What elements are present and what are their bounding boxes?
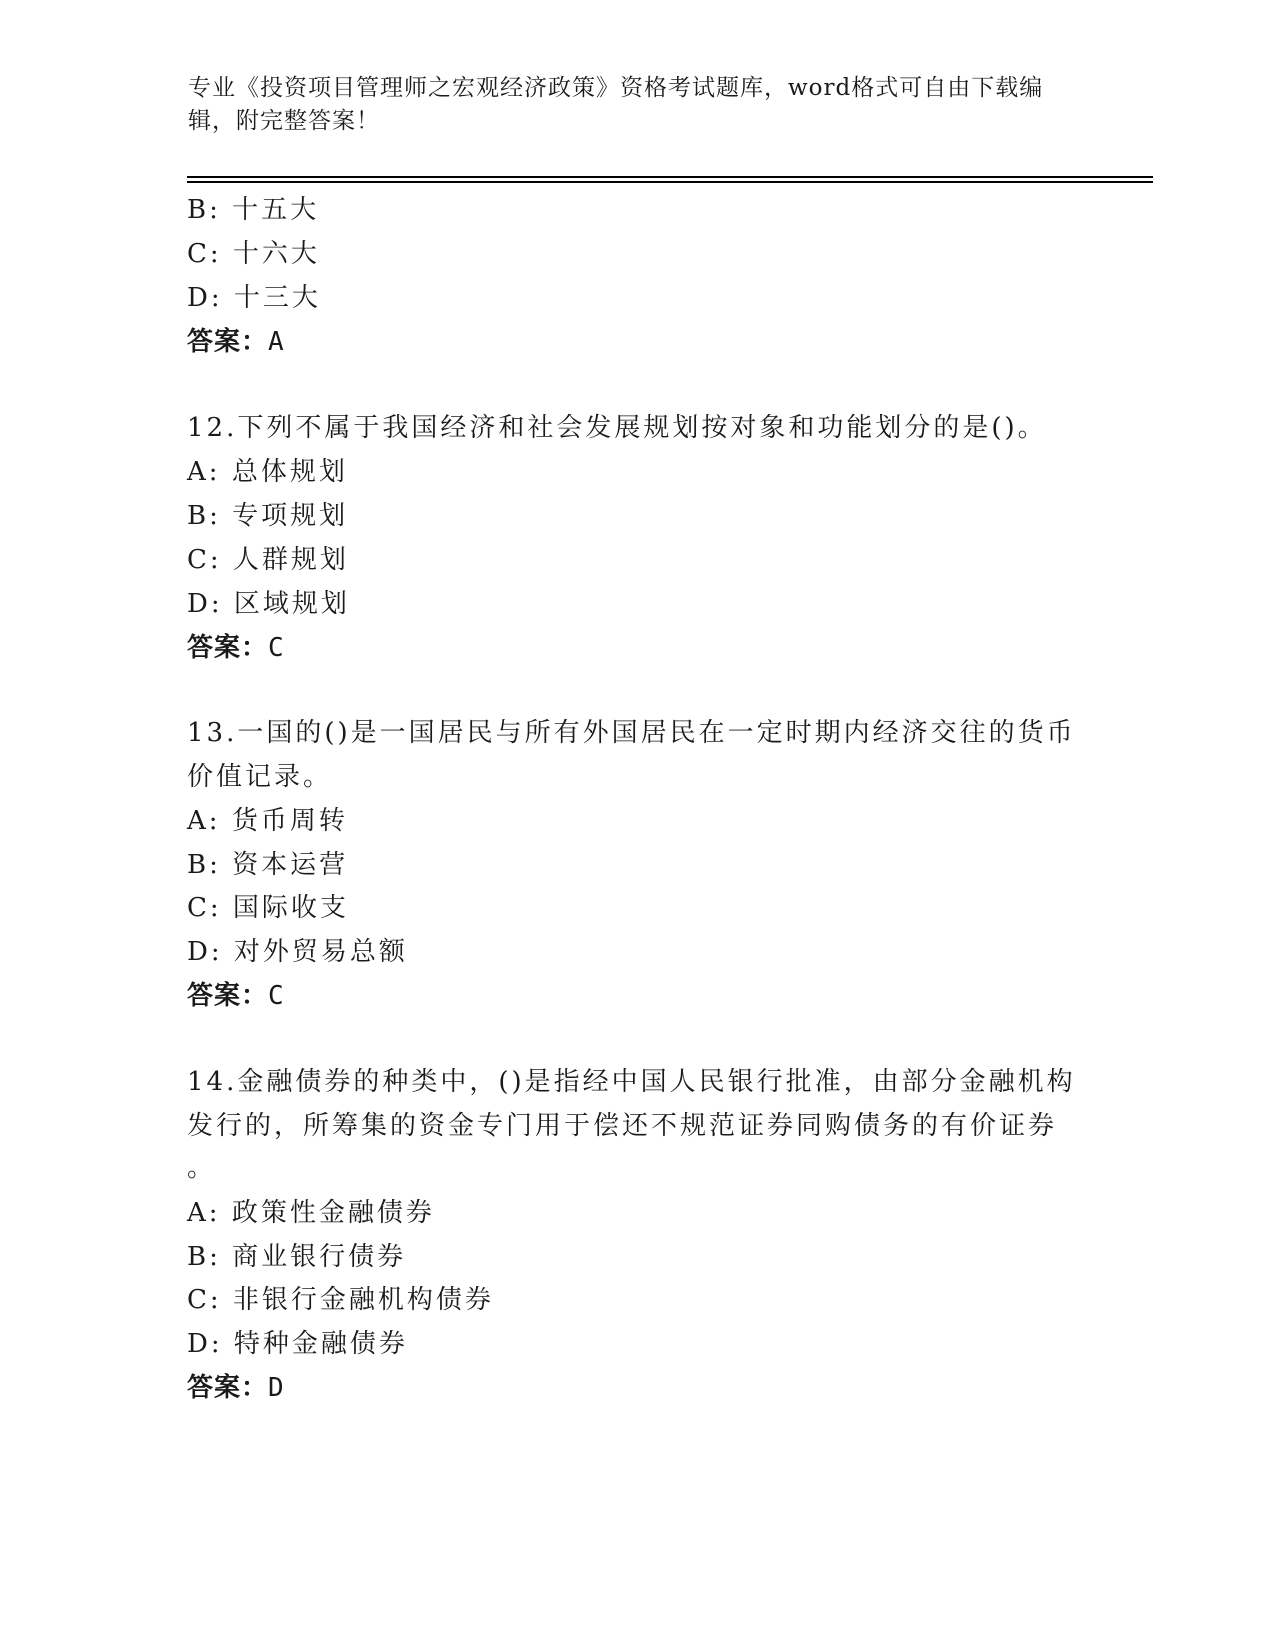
q13-stem-line-2: 价值记录。 (187, 762, 333, 792)
q11-option-c: C: 十六大 (187, 239, 320, 269)
q12-option-b: B: 专项规划 (187, 501, 349, 531)
q13-option-c: C: 国际收支 (187, 893, 349, 923)
q14-stem-line-2: 发行的，所筹集的资金专门用于偿还不规范证券同购债务的有价证券 (187, 1111, 1058, 1141)
q11-answer: 答案：A (187, 327, 285, 357)
q12-option-c: C: 人群规划 (187, 545, 349, 575)
q13-option-b: B: 资本运营 (187, 850, 349, 880)
document-header (188, 72, 1078, 138)
q14-option-b: B: 商业银行债券 (187, 1242, 407, 1272)
q14-option-a: A: 政策性金融债券 (187, 1198, 435, 1228)
q12-option-d: D: 区域规划 (187, 589, 350, 619)
q13-answer: 答案：C (187, 981, 285, 1011)
q12-option-a: A: 总体规划 (187, 457, 348, 487)
q12-stem: 12.下列不属于我国经济和社会发展规划按对象和功能划分的是()。 (187, 413, 1047, 443)
q13-option-d: D: 对外贸易总额 (187, 937, 408, 967)
q11-option-b: B: 十五大 (187, 195, 320, 225)
q12-answer: 答案：C (187, 633, 285, 663)
q14-stem-line-3: 。 (187, 1153, 217, 1183)
q14-answer: 答案：D (187, 1373, 285, 1403)
q14-stem-line-1: 14.金融债券的种类中，()是指经中国人民银行批准，由部分金融机构 (187, 1067, 1076, 1097)
q11-option-d: D: 十三大 (187, 283, 321, 313)
q13-option-a: A: 货币周转 (187, 806, 348, 836)
header-line-1: 专业《投资项目管理师之宏观经济政策》资格考试题库，word格式可自由下载编 (188, 75, 1044, 101)
header-divider-bottom (187, 181, 1153, 183)
q14-option-d: D: 特种金融债券 (187, 1329, 408, 1359)
q13-stem-line-1: 13.一国的()是一国居民与所有外国居民在一定时期内经济交往的货币 (187, 718, 1076, 748)
q14-option-c: C: 非银行金融机构债券 (187, 1285, 494, 1315)
header-line-2: 辑，附完整答案！ (188, 108, 380, 134)
header-divider-top (187, 176, 1153, 178)
